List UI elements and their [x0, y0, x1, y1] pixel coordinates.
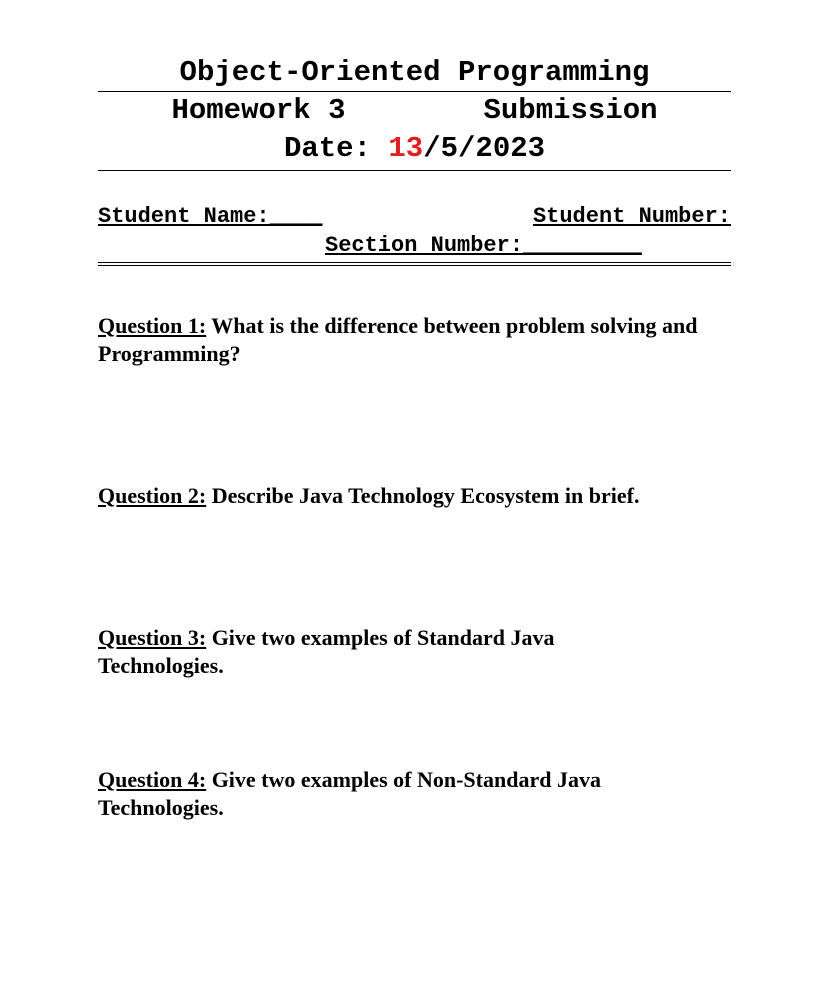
student-info-row — [98, 204, 731, 230]
question-3 — [98, 624, 638, 680]
student-name-field[interactable]: Student Name:____ — [98, 204, 323, 229]
question-3-text: Give two examples of Standard Java Technologies. — [98, 625, 555, 678]
student-number-field[interactable]: Student Number: — [532, 204, 731, 229]
question-3-label: Question 3: — [98, 625, 207, 650]
student-number-blank[interactable] — [98, 230, 325, 262]
course-title: Object-Oriented Programming — [98, 55, 731, 92]
question-4-label: Question 4: — [98, 767, 207, 792]
question-2 — [98, 482, 731, 510]
submission-label: Submission — [483, 94, 658, 127]
question-1-text: What is the difference between problem solving and Programming? — [98, 313, 698, 366]
question-2-text: Describe Java Technology Ecosystem in brief. — [206, 483, 640, 508]
question-4-text: Give two examples of Non-Standard Java Technologies. — [98, 767, 601, 820]
homework-label: Homework 3 — [171, 94, 346, 127]
question-1 — [98, 312, 731, 368]
homework-line — [98, 92, 731, 130]
student-info — [98, 204, 731, 266]
submission-date — [98, 130, 731, 171]
date-rest: /5/2023 — [423, 132, 546, 165]
section-number-field[interactable]: Section Number:_________ — [325, 233, 642, 258]
question-1-label: Question 1: — [98, 313, 207, 338]
question-2-label: Question 2: — [98, 483, 207, 508]
question-4 — [98, 766, 698, 822]
section-info-row — [98, 230, 731, 263]
date-day: 13 — [388, 132, 424, 165]
title-block — [98, 55, 731, 171]
date-prefix: Date: — [283, 132, 389, 165]
homework-sheet — [98, 55, 731, 266]
